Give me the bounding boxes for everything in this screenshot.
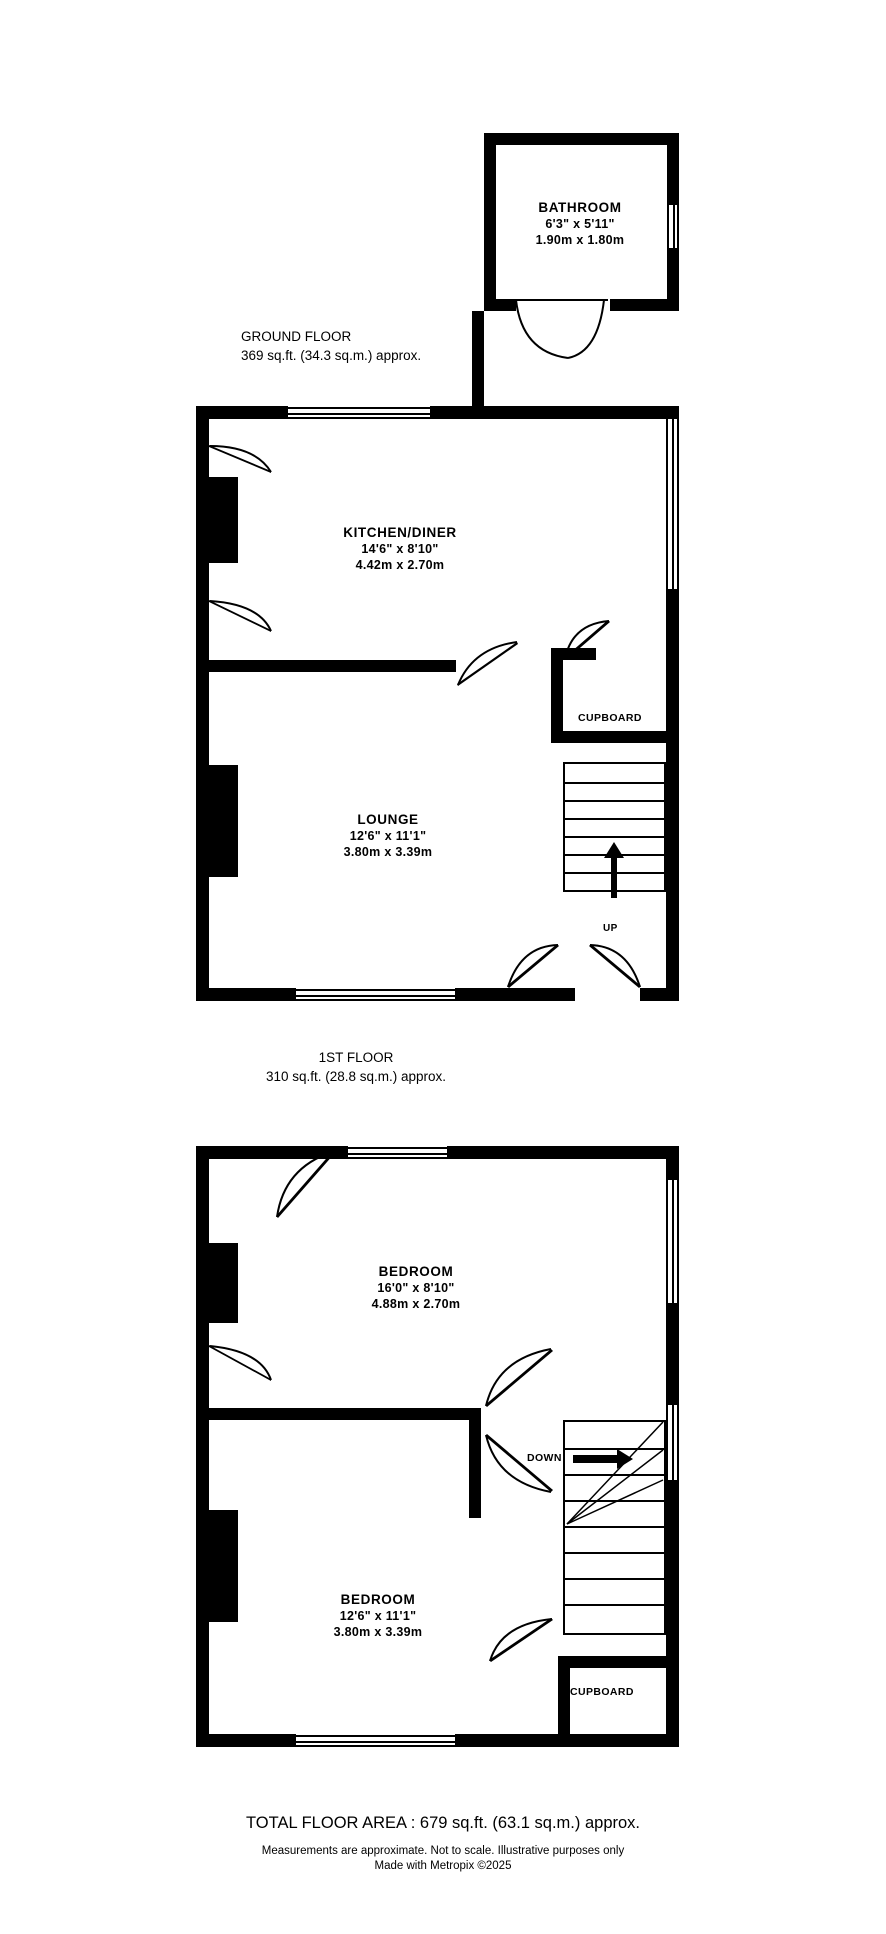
ground-floor-title: GROUND FLOOR	[241, 329, 352, 344]
first-floor-area: 310 sq.ft. (28.8 sq.m.) approx.	[265, 1069, 447, 1084]
first-cupboard-door-icon	[487, 1616, 567, 1668]
lounge-dim-imperial: 12'6" x 11'1"	[349, 829, 427, 843]
kitchen-door-north-icon	[209, 445, 279, 495]
room-label-bedroom-1	[304, 1264, 528, 1312]
ground-wall-bottom-right	[640, 988, 679, 1001]
bathroom-name: BATHROOM	[538, 200, 622, 215]
bedroom2-dim-metric: 3.80m x 3.39m	[333, 1625, 423, 1639]
first-floor-title: 1ST FLOOR	[318, 1050, 394, 1065]
lounge-name: LOUNGE	[357, 812, 419, 827]
kitchen-name: KITCHEN/DINER	[343, 525, 457, 540]
ground-wall-top-right	[430, 406, 679, 419]
first-cupboard-label: CUPBOARD	[570, 1686, 634, 1698]
bedroom1-dim-imperial: 16'0" x 8'10"	[377, 1281, 455, 1295]
first-floor-divider	[209, 1408, 481, 1420]
hall-door-icon	[455, 640, 525, 720]
footer-block	[0, 1812, 886, 1874]
bedroom1-front-window	[348, 1147, 447, 1159]
first-wall-bottom-left	[196, 1734, 296, 1747]
room-label-lounge	[288, 812, 488, 860]
bedroom2-name: BEDROOM	[340, 1592, 416, 1607]
bedroom1-name: BEDROOM	[378, 1264, 454, 1279]
first-cupboard-wall	[558, 1668, 570, 1734]
bedroom1-door-west-icon	[209, 1345, 279, 1405]
bedroom1-door-icon	[270, 1150, 340, 1250]
lounge-dim-metric: 3.80m x 3.39m	[343, 845, 433, 859]
first-cupboard-wall-top	[558, 1656, 666, 1668]
first-floor-title-block	[266, 1048, 446, 1086]
room-label-bedroom-2	[278, 1592, 478, 1640]
ground-wall-bottom-left	[196, 988, 296, 1001]
kitchen-dim-imperial: 14'6" x 8'10"	[361, 542, 439, 556]
kitchen-front-window	[288, 407, 430, 419]
first-wall-bottom-mid	[455, 1734, 679, 1747]
total-floor-area: TOTAL FLOOR AREA : 679 sq.ft. (63.1 sq.m.) approx.	[245, 1814, 641, 1832]
ground-floor-title-block	[241, 327, 421, 365]
bathroom-dim-imperial: 6'3" x 5'11"	[545, 217, 615, 231]
landing-door-north-icon	[481, 1345, 561, 1415]
lounge-chimney-breast	[209, 765, 238, 877]
first-wall-top-right	[447, 1146, 679, 1159]
kitchen-door-south-icon	[209, 600, 279, 655]
ground-wall-top-left	[196, 406, 288, 419]
lounge-front-window	[296, 989, 455, 1001]
first-stairs-direction-label: DOWN	[527, 1452, 562, 1464]
stair-winder-lines	[563, 1420, 666, 1530]
cupboard-wall-bottom	[551, 731, 666, 743]
bedroom1-chimney-breast	[209, 1243, 238, 1323]
bedroom2-dim-imperial: 12'6" x 11'1"	[339, 1609, 417, 1623]
bedroom2-front-window	[296, 1735, 455, 1747]
kitchen-side-window	[666, 419, 679, 589]
kitchen-dim-metric: 4.42m x 2.70m	[355, 558, 445, 572]
stairs-up-arrow-icon	[603, 840, 625, 900]
kitchen-rear-door-icon	[562, 618, 632, 668]
bathroom-wall-top	[484, 133, 679, 145]
disclaimer-line-2: Made with Metropix ©2025	[374, 1860, 512, 1872]
ground-cupboard-label: CUPBOARD	[578, 712, 642, 724]
bathroom-door-icon	[510, 290, 610, 370]
front-door-icon	[505, 920, 645, 1000]
disclaimer-line-1: Measurements are approximate. Not to scale. Illustrative purposes only	[261, 1845, 625, 1857]
ground-stairs-direction-label: UP	[603, 923, 618, 934]
kitchen-lounge-divider	[209, 660, 456, 672]
bedroom1-side-window	[666, 1180, 679, 1303]
ground-floor-area: 369 sq.ft. (34.3 sq.m.) approx.	[241, 348, 422, 363]
bathroom-wall-right	[667, 133, 679, 205]
room-label-kitchen-diner	[280, 525, 520, 573]
landing-wall-vertical	[469, 1408, 481, 1518]
bathroom-wall-bottom-right	[610, 299, 679, 311]
bedroom2-chimney-breast	[209, 1510, 238, 1622]
ground-wall-left	[196, 406, 209, 1001]
corridor-wall-left-upper	[472, 311, 484, 333]
stairs-down-arrow-icon	[573, 1448, 635, 1470]
room-label-bathroom	[480, 200, 680, 248]
first-wall-left	[196, 1146, 209, 1747]
bedroom1-dim-metric: 4.88m x 2.70m	[371, 1297, 461, 1311]
landing-side-window	[666, 1405, 679, 1480]
bathroom-dim-metric: 1.90m x 1.80m	[535, 233, 625, 247]
